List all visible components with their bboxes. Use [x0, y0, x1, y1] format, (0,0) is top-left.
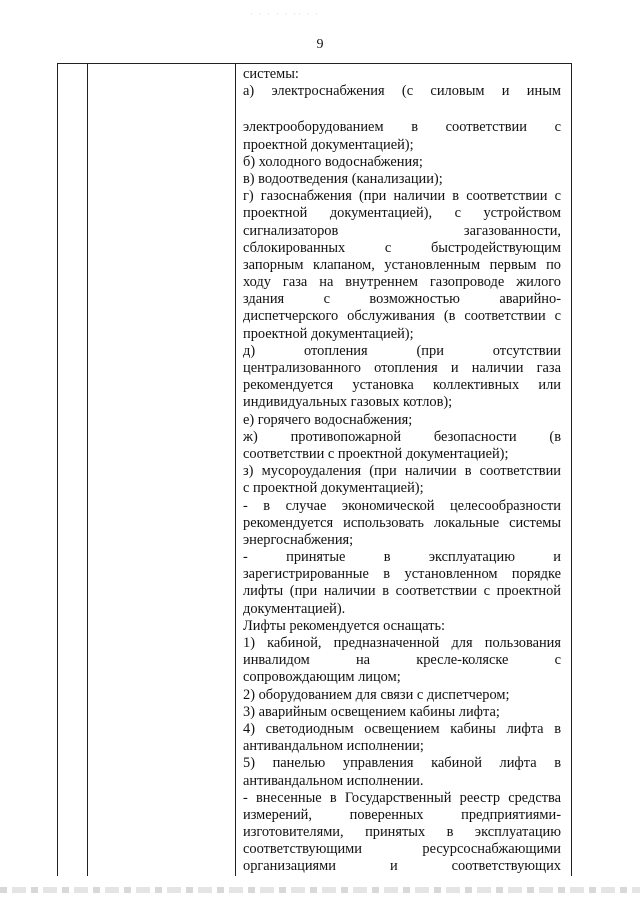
text-line: ж) противопожарной безопасности (в	[243, 428, 561, 445]
text-line: документацией).	[243, 600, 346, 617]
text-line: измерений, поверенных предприятиями-	[243, 806, 561, 823]
text-line: сопровождающим лицом;	[243, 669, 401, 686]
text-line: запорным клапаном, установленным первым по	[243, 256, 561, 273]
text-line: 3) аварийным освещением кабины лифта;	[243, 703, 500, 720]
text-line: - внесенные в Государственный реестр средства	[243, 789, 561, 806]
text-line: 2) оборудованием для связи с диспетчером;	[243, 686, 510, 703]
text-line: е) горячего водоснабжения;	[243, 411, 413, 428]
text-line: централизованного отопления и наличии газа	[243, 360, 561, 376]
text-line: энергоснабжения;	[243, 531, 354, 548]
scan-artifact-top: · · · · · ·· · ·	[250, 10, 320, 19]
text-line: системы:	[243, 66, 299, 82]
text-line: сигнализаторов загазованности,	[243, 222, 561, 239]
text-line: организациями и соответствующих	[243, 858, 561, 875]
page-number: 9	[316, 37, 324, 52]
text-line: проектной документацией);	[243, 136, 414, 153]
text-line: - в случае экономической целесообразности	[243, 497, 561, 514]
text-line: в) водоотведения (канализации);	[243, 170, 443, 187]
text-line: электрооборудованием в соответствии с	[243, 119, 561, 136]
text-line: а) электроснабжения (с силовым и иным	[243, 83, 561, 100]
text-line: с проектной документацией);	[243, 480, 424, 497]
text-line: - принятые в эксплуатацию и	[243, 549, 561, 566]
text-line: инвалидом на кресле-коляске с	[243, 652, 561, 669]
text-line: изготовителями, принятых в эксплуатацию	[243, 824, 561, 841]
text-line: здания с возможностью аварийно-	[243, 291, 561, 308]
text-line: Лифты рекомендуется оснащать:	[243, 617, 446, 634]
text-line: соответствии с проектной документацией);	[243, 445, 509, 462]
table-text-column	[243, 66, 561, 876]
text-line: лифты (при наличии в соответствии с проектной	[243, 583, 561, 600]
text-line: г) газоснабжения (при наличии в соответствии с	[243, 188, 561, 205]
text-line: 5) панелью управления кабиной лифта в	[243, 755, 561, 772]
text-line: антивандальном исполнении;	[243, 738, 424, 755]
text-line: з) мусороудаления (при наличии в соответствии	[243, 463, 561, 480]
text-line: ходу газа на внутреннем газопроводе жилого	[243, 274, 561, 291]
text-line: 1) кабиной, предназначенной для пользования	[243, 635, 561, 651]
text-line: д) отопления (при отсутствии	[243, 342, 561, 359]
text-line: проектной документацией);	[243, 325, 414, 342]
text-line: сблокированных с быстродействующим	[243, 239, 561, 256]
text-line: индивидуальных газовых котлов);	[243, 394, 453, 411]
text-line: рекомендуется установка коллективных или	[243, 377, 561, 394]
text-line: проектной документацией), с устройством	[243, 205, 561, 222]
text-line: соответствующими ресурсоснабжающими	[243, 841, 561, 858]
text-line: рекомендуется использовать локальные системы	[243, 514, 561, 531]
text-line: б) холодного водоснабжения;	[243, 153, 423, 170]
table-column-divider-2	[235, 64, 236, 876]
text-line: диспетчерского обслуживания (в соответствии с	[243, 308, 561, 325]
table-column-divider-1	[87, 64, 88, 876]
scan-artifact-bottom	[0, 887, 640, 893]
text-line: 4) светодиодным освещением кабины лифта в	[243, 720, 561, 737]
text-line: зарегистрированные в установленном порядке	[243, 566, 561, 583]
text-line: антивандальном исполнении.	[243, 772, 424, 789]
